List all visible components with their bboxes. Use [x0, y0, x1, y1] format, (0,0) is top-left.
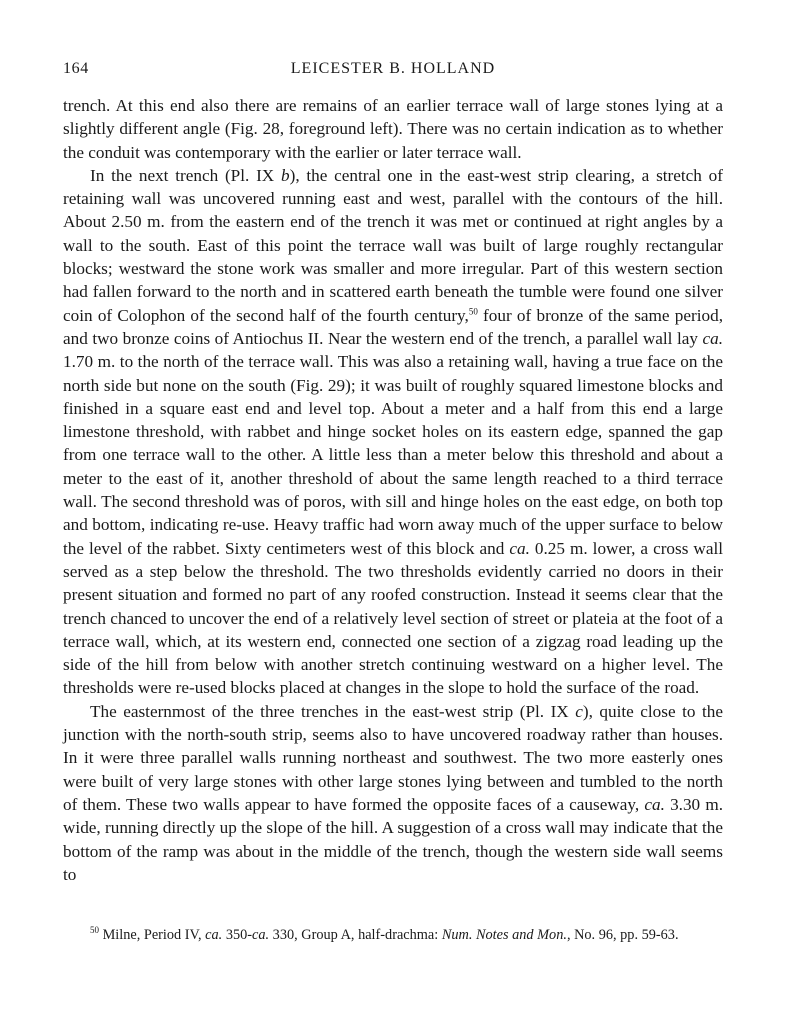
page	[63, 58, 723, 886]
running-head	[63, 58, 723, 84]
text-run: Milne, Period IV,	[99, 927, 206, 943]
body-text	[63, 94, 723, 886]
text-run: ), quite close to the junction with the north-south strip, seems also to have uncovered roadway rather than houses. In it were three parallel walls running northeast and southwest. The two more easterly ones were built of very large stones with other large stones lying between and tumbled to the north of them. These two walls appear to have formed the opposite faces of a causeway,	[63, 701, 723, 814]
paragraph	[63, 164, 723, 700]
italic-text: c	[575, 701, 583, 721]
italic-text: ca.	[644, 794, 665, 814]
paragraph	[63, 700, 723, 886]
text-run: 330, Group A, half-drachma:	[269, 927, 442, 943]
text-run: 1.70 m. to the north of the terrace wall. This was also a retaining wall, having a true face on the north side but none on the south (Fig. 29); it was built of roughly squared limestone blocks and finished in a square east end and level top. About a meter and a half from this end a large limestone threshold, with rabbet and hinge socket holes on its eastern edge, spanned the gap from one terrace wall to the other. A little less than a meter below this threshold and about a meter to the east of it, another threshold of about the same length reached to a third terrace wall. The second threshold was of poros, with sill and hinge holes on the east edge, on both top and bottom, indicating re-use. Heavy traffic had worn away much of the upper surface to below the level of the rabbet. Sixty centimeters west of this block and	[63, 352, 723, 558]
italic-text: ca.	[702, 328, 723, 348]
text-run: , No. 96, pp. 59-63.	[566, 927, 679, 943]
text-run: 0.25 m. lower, a cross wall served as a step below the threshold. The two thresholds evidently carried no doors in their present situation and formed no part of any roofed construction. Instead it seems clear that the trench chanced to uncover the end of a relatively level section of street or plateia at the foot of a terrace wall, which, at its western end, connected one section of a zigzag road leading up the side of the hill from below with another stretch continuing westward on a higher level. The thresholds were re-used blocks placed at changes in the slope to hold the surface of the road.	[63, 538, 724, 698]
footnote-marker: 50	[90, 925, 99, 936]
text-run: The easternmost of the three trenches in the east-west strip (Pl. IX	[90, 701, 576, 721]
text-run: In the next trench (Pl. IX	[90, 165, 281, 185]
text-run: 3.30 m. wide, running directly up the slope of the hill. A suggestion of a cross wall may indicate that the bottom of the ramp was about in the middle of the trench, though the western side wall seems to	[63, 794, 723, 884]
footnote-marker: 50	[468, 305, 478, 316]
italic-text: ca.	[509, 538, 530, 558]
text-run: trench. At this end also there are remains of an earlier terrace wall of large stones lying at a slightly different angle (Fig. 28, foreground left). There was no certain indication as to whether the conduit was contemporary with the earlier or later terrace wall.	[63, 96, 723, 162]
page-number: 164	[63, 60, 89, 77]
italic-text: ca.	[252, 927, 270, 943]
italic-text: Num. Notes and Mon.	[441, 927, 567, 943]
text-run: 350-	[222, 927, 253, 943]
running-title: LEICESTER B. HOLLAND	[290, 60, 496, 77]
paragraph	[63, 94, 723, 164]
footnote	[63, 925, 723, 945]
text-run: ), the central one in the east-west strip clearing, a stretch of retaining wall was uncovered running east and west, parallel with the contours of the hill. About 2.50 m. from the eastern end of the trench it was met or continued at right angles by a wall to the south. East of this point the terrace wall was built of large roughly rectangular blocks; westward the stone work was smaller and more irregular. Part of this western section had fallen forward to the north and in scattered earth beneath the tumble were found one silver coin of Colophon of the second half of the fourth century,	[63, 165, 723, 325]
italic-text: b	[281, 165, 290, 185]
text-run: four of bronze of the same period, and two bronze coins of Antiochus II. Near the western end of the trench, a parallel wall lay	[63, 305, 723, 348]
italic-text: ca.	[205, 927, 223, 943]
